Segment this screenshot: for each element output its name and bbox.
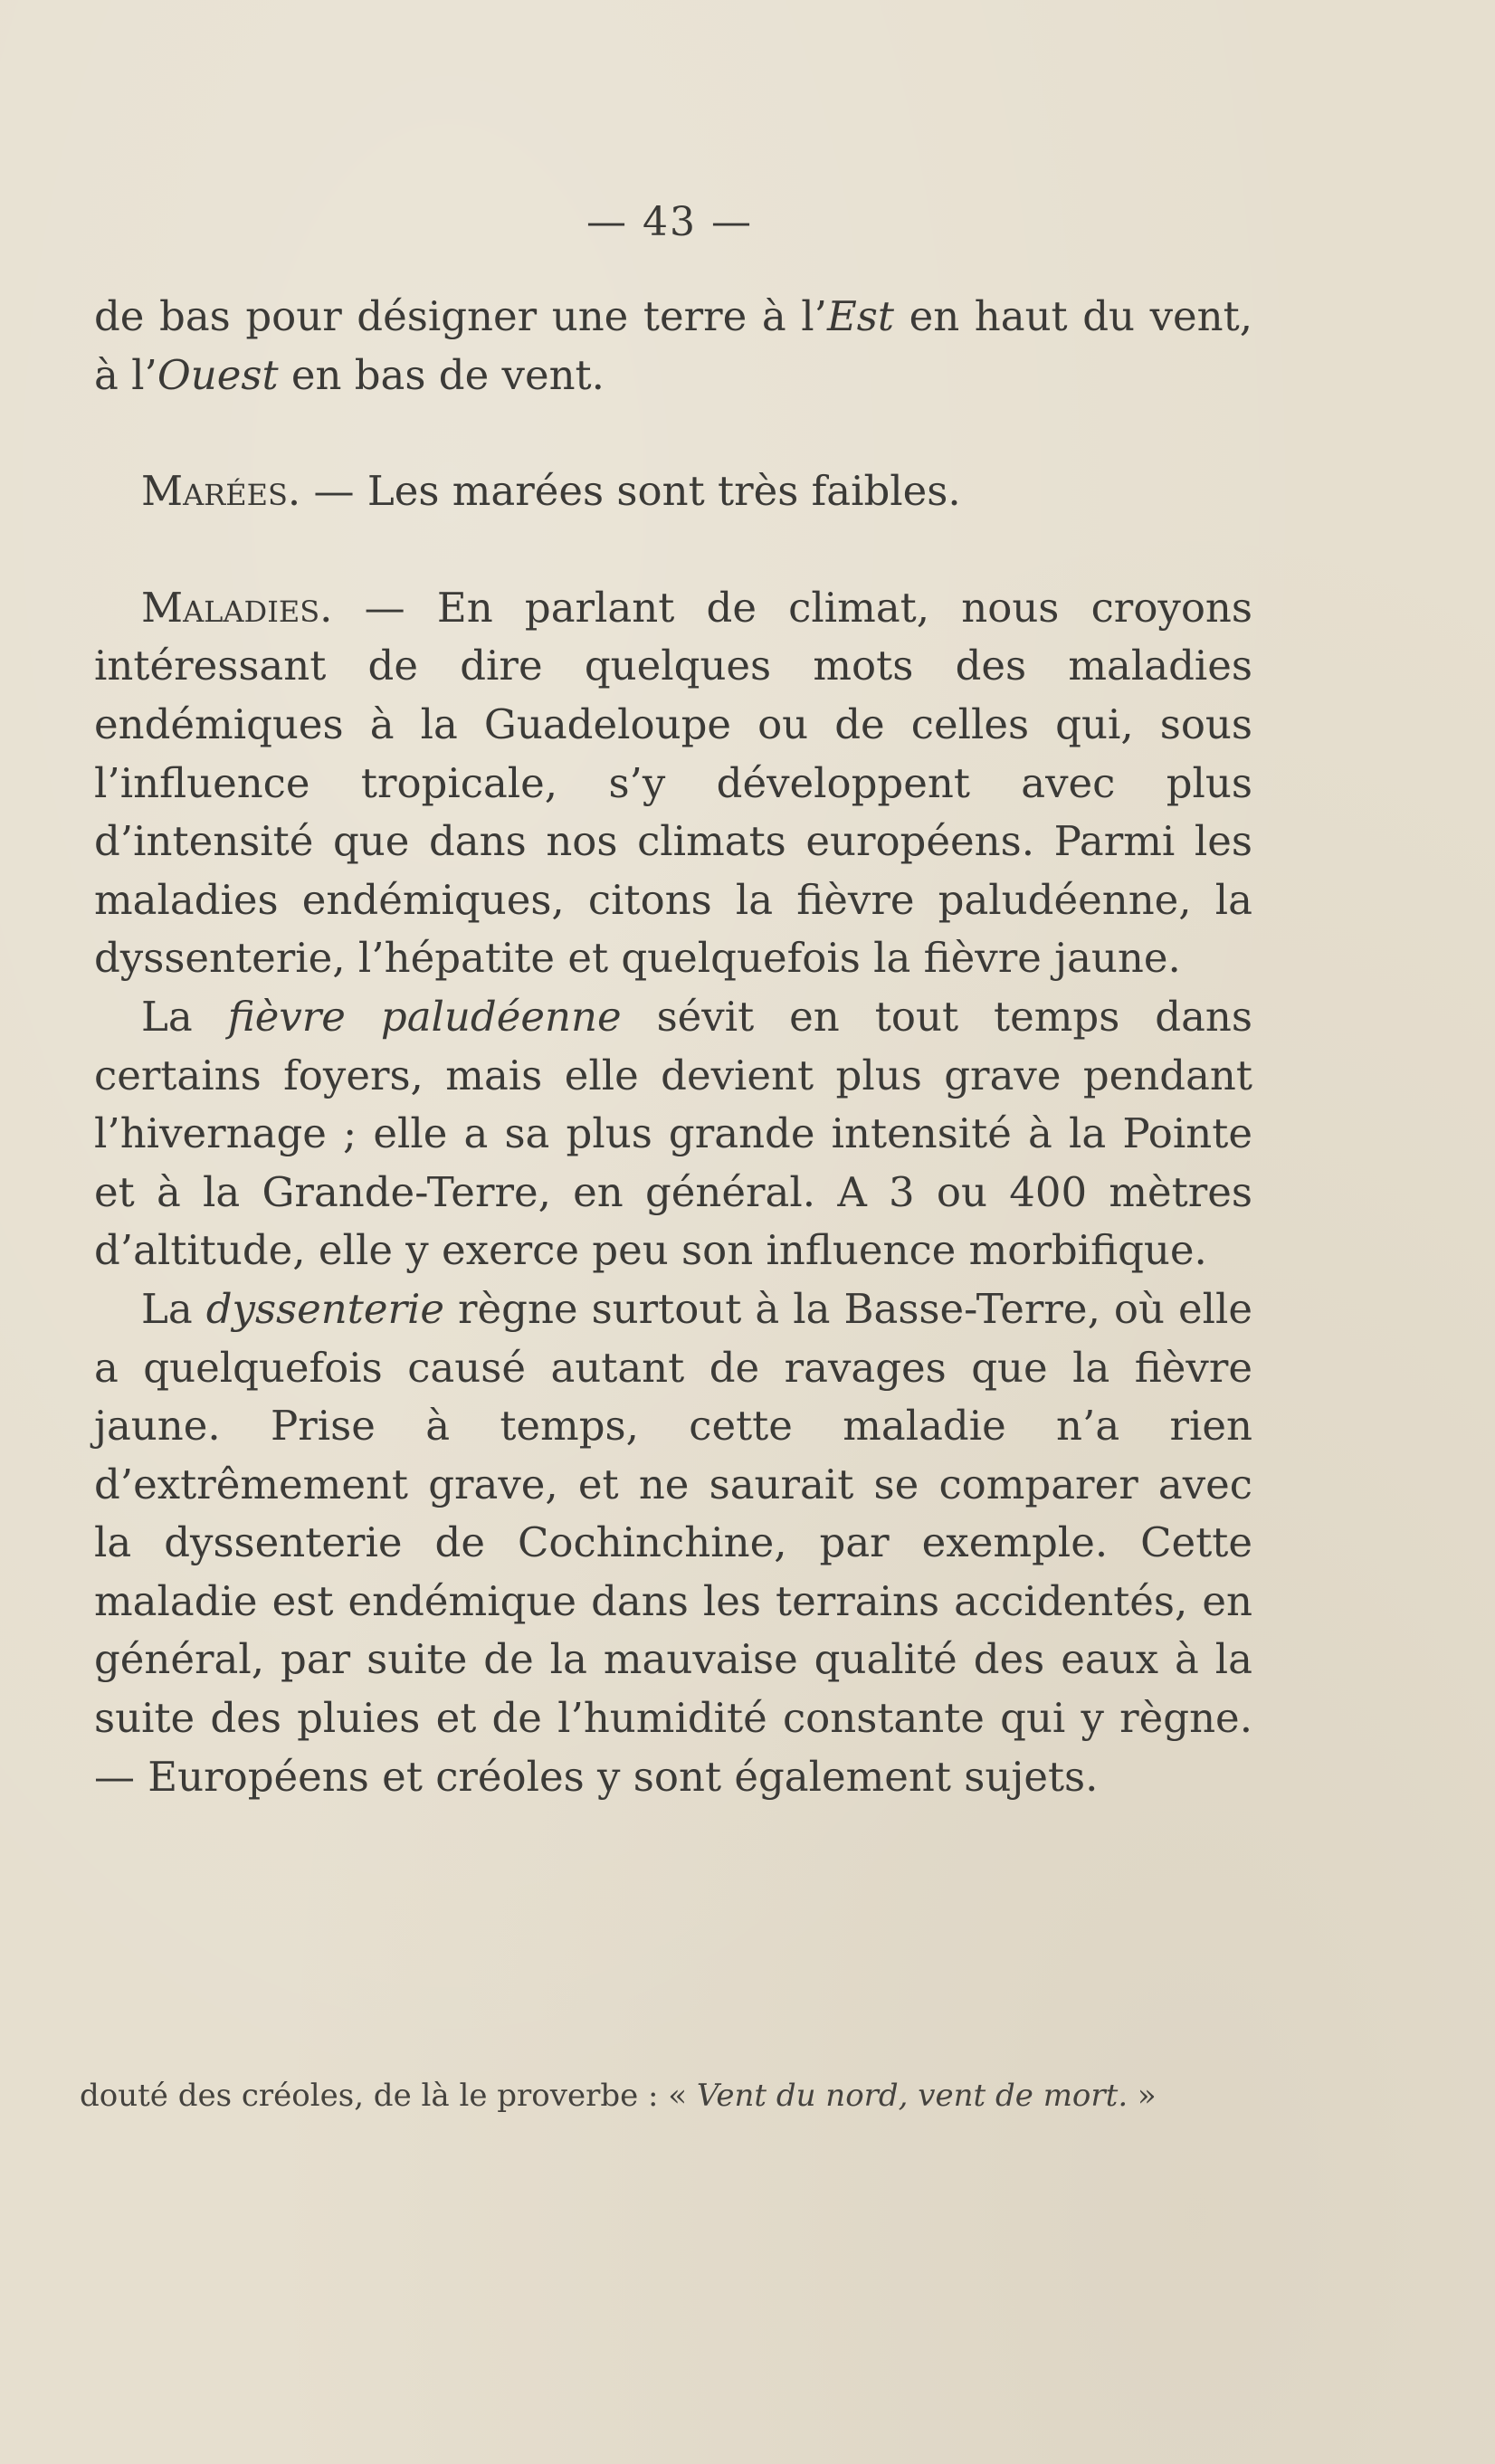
section-heading-maladies: Maladies. — [141, 583, 333, 632]
footnote-text — [80, 2072, 1238, 2119]
text-run: de bas pour désigner une terre à l’ — [94, 292, 827, 340]
paragraph-continuation — [94, 288, 1252, 404]
paragraph-marees — [94, 462, 1252, 521]
main-text — [94, 288, 1252, 1806]
italic-ouest: Ouest — [157, 350, 279, 399]
paragraph-fievre-paludeenne — [94, 988, 1252, 1280]
italic-term-fievre: fièvre paludéenne — [227, 992, 622, 1041]
section-heading-marees: Marées. — [141, 467, 301, 516]
text-run: douté des créoles, de là le proverbe : « — [80, 2078, 697, 2114]
text-run: La — [141, 1284, 206, 1333]
text-run: sévit en tout temps dans certains foyers, mais elle devient plus grave pendant l’hivernage ; elle a sa plus grande intensité à la Pointe et à la Grande-Terre, en général. A 3 ou 400 mètres d’altitude, elle y exerce peu son influence morbifique. — [94, 992, 1252, 1275]
text-run: — Les marées sont très faibles. — [300, 467, 961, 516]
text-run: en bas de vent. — [278, 350, 605, 399]
text-run: » — [1128, 2078, 1157, 2114]
page-number: — 43 — — [586, 199, 753, 245]
text-run: règne surtout à la Basse-Terre, où elle a quelquefois causé autant de ravages que la fièvre jaune. Prise à temps, cette maladie n’a rien d’extrêmement grave, et ne saurait se comparer avec la dyssenterie de Cochinchine, par exemple. Cette maladie est endémique dans les terrains accidentés, en général, par suite de la mauvaise qualité des eaux à la suite des pluies et de l’humidité constante qui y règne. — Européens et créoles y sont également sujets. — [94, 1284, 1252, 1801]
paragraph-dyssenterie — [94, 1280, 1252, 1806]
italic-est: Est — [826, 292, 894, 340]
paragraph-maladies — [94, 579, 1252, 988]
text-run: La — [141, 992, 228, 1041]
text-run: — En parlant de climat, nous croyons intéressant de dire quelques mots des maladies endémiques à la Guadeloupe ou de celles qui, sous l’influence tropicale, s’y développent avec plus d’intensité que dans nos climats européens. Parmi les maladies endémiques, citons la fièvre paludéenne, la dyssenterie, l’hépatite et quelquefois la fièvre jaune. — [94, 583, 1252, 983]
footnote — [80, 2072, 1238, 2119]
italic-term-dyssenterie: dyssenterie — [205, 1284, 444, 1333]
text-run: en haut du vent, à l’ — [94, 292, 1252, 399]
italic-proverb: Vent du nord, vent de mort. — [696, 2078, 1128, 2114]
